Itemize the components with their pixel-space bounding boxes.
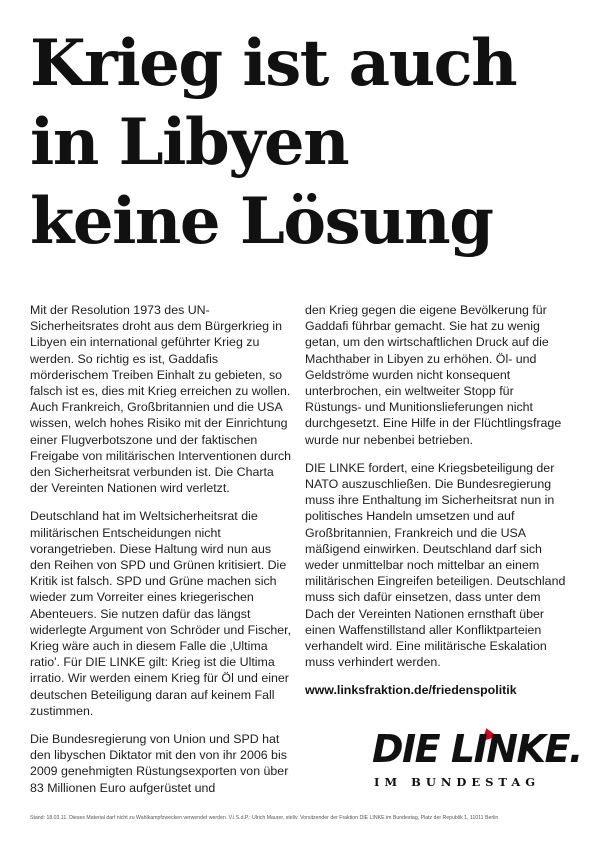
paragraph: Die Bundesregierung von Union und SPD hat den libyschen Diktator mit den von ihr 2006 bis 2009 genehmigten Rüstungsexporten von über 83 Millionen Euro aufgerüstet und: [30, 732, 289, 795]
paragraph: Deutschland hat im Weltsicherheitsrat die militärischen Entscheidungen nicht vorangetrieben. Diese Haltung wird nun aus den Reihen von SPD und Grünen kritisiert. Die Kritik ist falsch. SPD und Grüne machen sich wieder zum Vorreiter eines kriegerischen Abenteuers. Sie nutzen dafür das längst widerlegte Argument von Schröder und Fischer, Krieg wäre auch in diesem Falle die ‚Ultima ratio'. Für DIE LINKE gilt: Krieg ist die Ultima irratio. Wir werden einem Krieg für Öl und einer deutschen Beteiligung daran auf keinem Fall zustimmen.: [30, 509, 292, 718]
right-column: [305, 302, 567, 699]
paragraph: Mit der Resolution 1973 des UN-Sicherheitsrates droht aus dem Bürgerkrieg in Libyen ein international geführter Krieg zu werden. So richtig es ist, Gaddafis mörderischem Treiben Einhalt zu gebieten, so falsch ist es, dies mit Krieg erreichen zu wollen. Auch Frankreich, Großbritannien und die USA wissen, welch hohes Risiko mit der Einrichtung einer Flugverbotszone und der faktischen Freigabe von militärischen Interventionen durch den Sicherheitsrat verbunden ist. Die Charta der Vereinten Nationen wird verletzt.: [30, 303, 292, 496]
headline-line-2: in Libyen: [30, 105, 349, 180]
headline: [30, 24, 575, 261]
left-column: [30, 302, 292, 808]
logo-subtitle: IM BUNDESTAG: [374, 775, 541, 789]
die-linke-logo: [372, 727, 582, 797]
footer-imprint: Stand: 18.03.11. Dieses Material darf nicht zu Wahlkampfzwecken verwendet werden. V.i.S.d.P.: Ulrich Maurer, stellv. Vorsitzender der Fraktion DIE LINKE im Bundestag, Platz der Republik 1, 11011 Berlin: [30, 815, 499, 821]
headline-line-3: keine Lösung: [30, 184, 493, 259]
website-link[interactable]: www.linksfraktion.de/friedenspolitik: [305, 683, 517, 698]
paragraph: DIE LINKE fordert, eine Kriegsbeteiligung der NATO auszuschließen. Die Bundesregierung muss ihre Enthaltung im Sicherheitsrat nun in politisches Handeln umsetzen und auf Großbritannien, Frankreich und die USA mäßigend einwirken. Deutschland darf sich weder unmittelbar noch mittelbar an einem militärischen Eingreifen beteiligen. Deutschland muss sich dafür einsetzen, dass unter dem Dach der Vereinten Nationen ernsthaft über einen Waffenstillstand aller Konfliktparteien verhandelt wird. Eine militärische Eskalation muss verhindert werden.: [305, 460, 566, 670]
paragraph: den Krieg gegen die eigene Bevölkerung für Gaddafi führbar gemacht. Sie hat zu wenig getan, um den wirtschaftlichen Druck auf die Machthaber in Libyen zu erhöhen. Öl- und Geldströme wurden nicht konsequent unterbrochen, ein weltweiter Stopp für Rüstungs- und Munitionslieferungen nicht durchgesetzt. Eine Hilfe in der Flüchtlingsfrage wurde nur nebenbei betrieben.: [305, 303, 562, 447]
logo-wordmark: DIE LINKE.: [372, 727, 582, 771]
headline-line-1: Krieg ist auch: [30, 26, 517, 101]
